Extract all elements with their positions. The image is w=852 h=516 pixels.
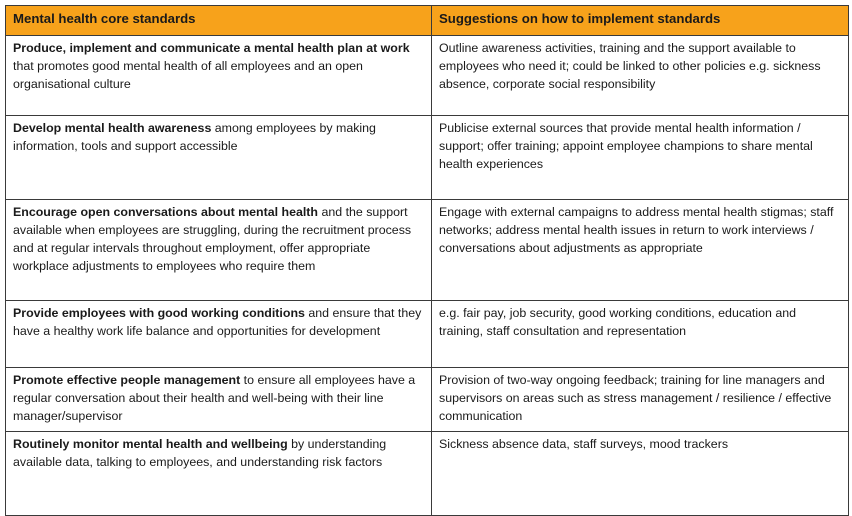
standard-description: among employees by making information, tools and support accessible xyxy=(13,121,376,153)
suggestion-cell: Outline awareness activities, training and the support available to employees who need it; could be linked to other policies e.g. sickness absence, corporate social responsibility xyxy=(432,36,849,116)
suggestion-cell: Engage with external campaigns to address mental health stigmas; staff networks; address mental health issues in return to work interviews / conversations about adjustments as appropriate xyxy=(432,200,849,301)
standard-description: that promotes good mental health of all employees and an open organisational culture xyxy=(13,59,363,91)
standard-cell xyxy=(6,36,432,116)
table-row xyxy=(6,200,849,301)
standard-title: Encourage open conversations about mental health xyxy=(13,205,319,219)
standard-cell xyxy=(6,432,432,516)
header-row xyxy=(6,6,849,36)
standard-title: Produce, implement and communicate a mental health plan at work xyxy=(13,41,410,55)
standard-description: and ensure that they have a healthy work life balance and opportunities for development xyxy=(13,306,422,338)
suggestion-cell: Provision of two-way ongoing feedback; training for line managers and supervisors on areas such as stress management / resilience / effective communication xyxy=(432,368,849,432)
table-row xyxy=(6,432,849,516)
suggestion-cell: Sickness absence data, staff surveys, mood trackers xyxy=(432,432,849,516)
header-suggestions: Suggestions on how to implement standards xyxy=(432,6,849,36)
table-row xyxy=(6,368,849,432)
standard-description: to ensure all employees have a regular conversation about their health and well-being with their line manager/supervisor xyxy=(13,373,416,423)
suggestion-cell: e.g. fair pay, job security, good working conditions, education and training, staff consultation and representation xyxy=(432,301,849,368)
standard-cell xyxy=(6,301,432,368)
table-row xyxy=(6,116,849,200)
standard-description: and the support available when employees are struggling, during the recruitment process and at regular intervals throughout employment, offer appropriate workplace adjustments to employees who require them xyxy=(13,205,412,273)
suggestion-cell: Publicise external sources that provide mental health information / support; offer training; appoint employee champions to share mental health experiences xyxy=(432,116,849,200)
standard-description: by understanding available data, talking to employees, and understanding risk factors xyxy=(13,437,387,469)
table-row xyxy=(6,36,849,116)
standard-title: Promote effective people management xyxy=(13,373,241,387)
standard-title: Develop mental health awareness xyxy=(13,121,212,135)
standard-title: Provide employees with good working conditions xyxy=(13,306,305,320)
standard-cell xyxy=(6,116,432,200)
standard-title: Routinely monitor mental health and wellbeing xyxy=(13,437,288,451)
standard-cell xyxy=(6,200,432,301)
standards-table xyxy=(5,5,849,516)
table-row xyxy=(6,301,849,368)
header-core-standards: Mental health core standards xyxy=(6,6,432,36)
standard-cell xyxy=(6,368,432,432)
